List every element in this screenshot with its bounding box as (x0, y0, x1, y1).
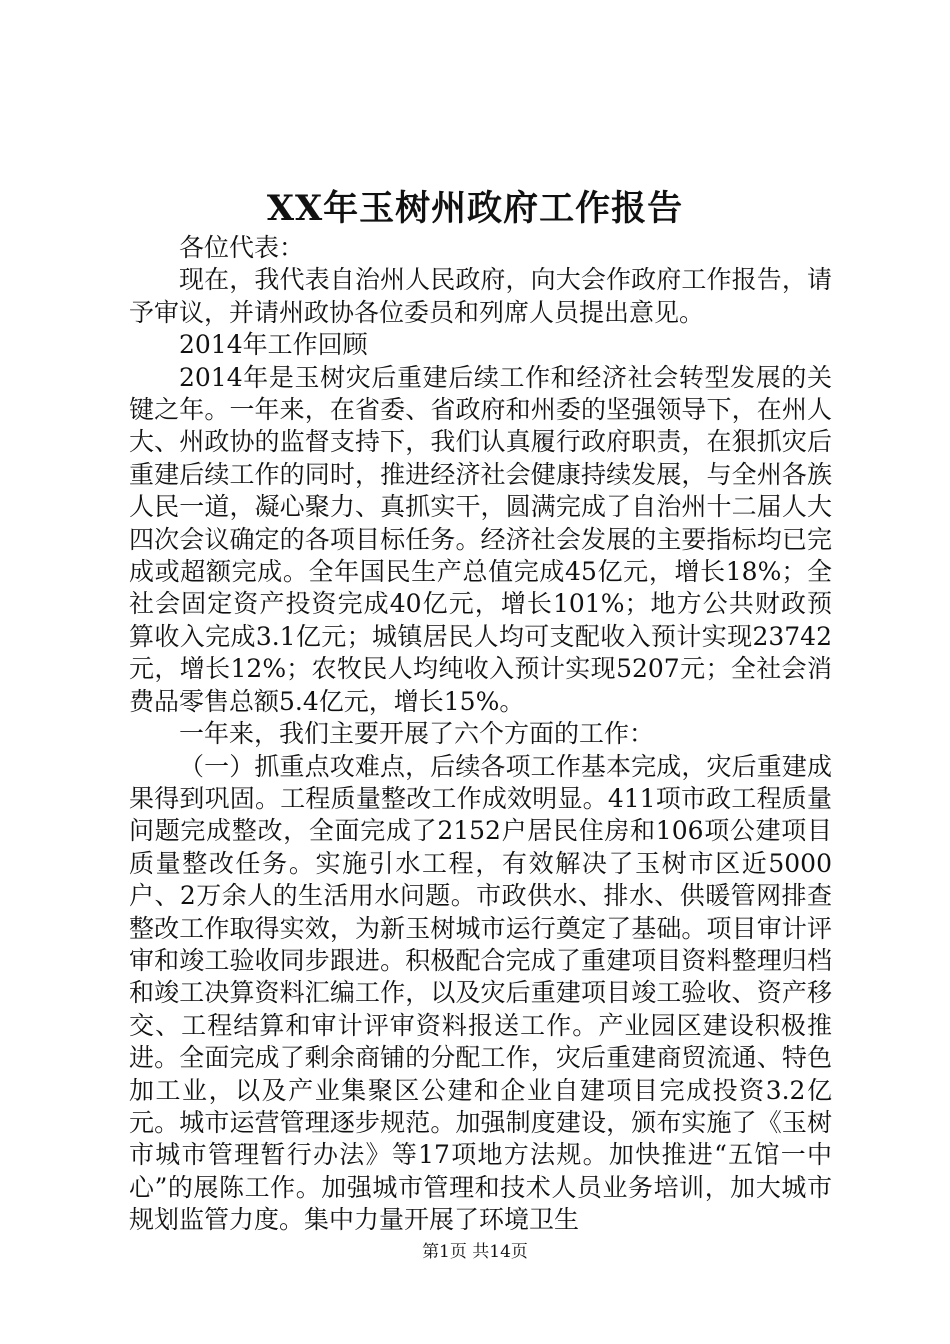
section-heading: 2014年工作回顾 (179, 330, 368, 360)
paragraph-salutation: 各位代表： (179, 233, 305, 262)
paragraph-review: 2014年是玉树灾后重建后续工作和经济社会转型发展的关键之年。一年来，在省委、省政府和州委的坚强领导下，在州人大、州政协的监督支持下，我们认真履行政府职责，在狠抓灾后重建后续工作的同时，推进经济社会健康持续发展，与全州各族人民一道，凝心聚力、真抓实干，圆满完成了自治州十二届人大四次会议确定的各项目标任务。经济社会发展的主要指标均已完成或超额完成。全年国民生产总值完成45亿元，增长18%；全社会固定资产投资完成40亿元，增长101%；地方公共财政预算收入完成3.1亿元；城镇居民人均可支配收入预计实现23742元，增长12%；农牧民人均纯收入预计实现5207元；全社会消费品零售总额5.4亿元，增长15%。 (129, 362, 832, 716)
document-body (129, 232, 832, 1237)
paragraph-item-one: （一）抓重点攻难点，后续各项工作基本完成，灾后重建成果得到巩固。工程质量整改工作成效明显。411项市政工程质量问题完成整改，全面完成了2152户居民住房和106项公建项目质量整改任务。实施引水工程，有效解决了玉树市区近5000户、2万余人的生活用水问题。市政供水、排水、供暖管网排查整改工作取得实效，为新玉树城市运行奠定了基础。项目审计评审和竣工验收同步跟进。积极配合完成了重建项目资料整理归档和竣工决算资料汇编工作，以及灾后重建项目竣工验收、资产移交、工程结算和审计评审资料报送工作。产业园区建设积极推进。全面完成了剩余商铺的分配工作，灾后重建商贸流通、特色加工业，以及产业集聚区公建和企业自建项目完成投资3.2亿元。城市运营管理逐步规范。加强制度建设，颁布实施了《玉树市城市管理暂行办法》等17项地方法规。加快推进“五馆一中心”的展陈工作。加强城市管理和技术人员业务培训，加大城市规划监管力度。集中力量开展了环境卫生 (129, 751, 832, 1235)
page-number-footer: 第1页 共14页 (422, 1242, 528, 1262)
paragraph-six-areas: 一年来，我们主要开展了六个方面的工作： (179, 719, 655, 749)
paragraph-intro: 现在，我代表自治州人民政府，向大会作政府工作报告，请予审议，并请州政协各位委员和列席人员提出意见。 (129, 265, 832, 327)
document-title: XX年玉树州政府工作报告 (266, 188, 684, 229)
